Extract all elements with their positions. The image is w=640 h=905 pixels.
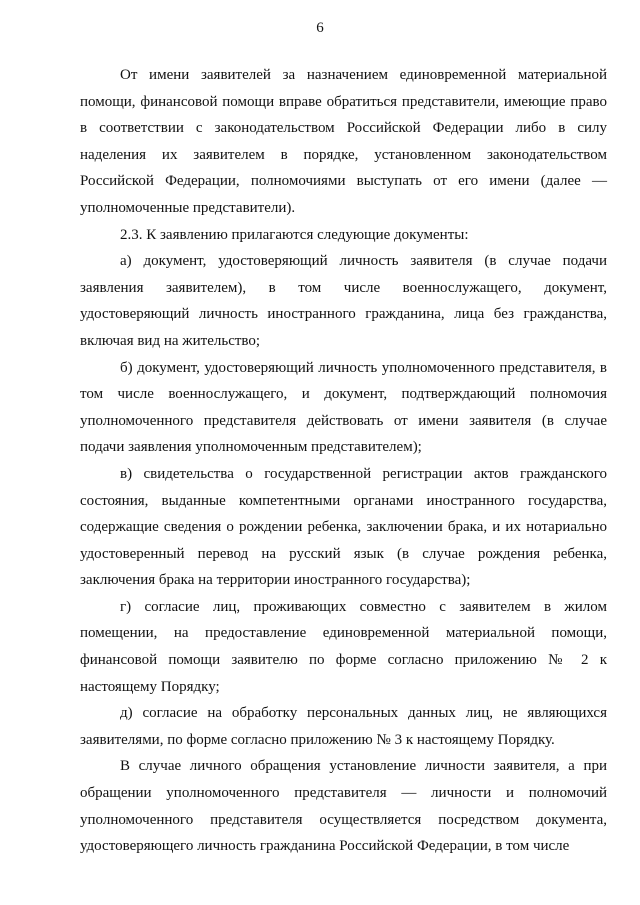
paragraph-section-2-3: 2.3. К заявлению прилагаются следующие документы: xyxy=(120,226,469,243)
paragraph-item-b: б) документ, удостоверяющий личность уполномоченного представителя, в том числе военнослужащего, и документ, подтверждающий полномочия уполномоченного представителя действовать от имени заявителя (в случае подачи заявления уполномоченным представителем); xyxy=(80,359,607,456)
paragraph-item-d: д) согласие на обработку персональных данных лиц, не являющихся заявителями, по форме согласно приложению № 3 к настоящему Порядку. xyxy=(80,705,607,748)
paragraph-identity-verification: В случае личного обращения установление личности заявителя, а при обращении уполномоченного представителя — личности и полномочий уполномоченного представителя осуществляется посредством документа, удостоверяющего личность гражданина Российской Федерации, в том числе xyxy=(80,758,607,855)
paragraph-item-g: г) согласие лиц, проживающих совместно с заявителем в жилом помещении, на предоставление единовременной материальной помощи, финансовой помощи заявителю по форме согласно приложению № 2 к настоящему Порядку; xyxy=(80,598,607,695)
paragraph-item-v: в) свидетельства о государственной регистрации актов гражданского состояния, выданные компетентными органами иностранного государства, содержащие сведения о рождении ребенка, заключении брака, и их нотариально удостоверенный перевод на русский язык (в случае рождения ребенка, заключения брака на территории иностранного государства); xyxy=(80,465,607,589)
paragraph-representatives: От имени заявителей за назначением единовременной материальной помощи, финансовой помощи вправе обратиться представители, имеющие право в соответствии с законодательством Российской Федерации либо в силу наделения их заявителем в порядке, установленном законодательством Российской Федерации, полномочиями выступать от его имени (далее — уполномоченные представители). xyxy=(80,67,607,216)
paragraph-item-a: а) документ, удостоверяющий личность заявителя (в случае подачи заявления заявителем), в том числе военнослужащего, документ, удостоверяющий личность иностранного гражданина, лица без гражданства, включая вид на жительство; xyxy=(80,253,607,349)
page-number: 6 xyxy=(316,20,324,36)
document-body xyxy=(80,62,607,860)
